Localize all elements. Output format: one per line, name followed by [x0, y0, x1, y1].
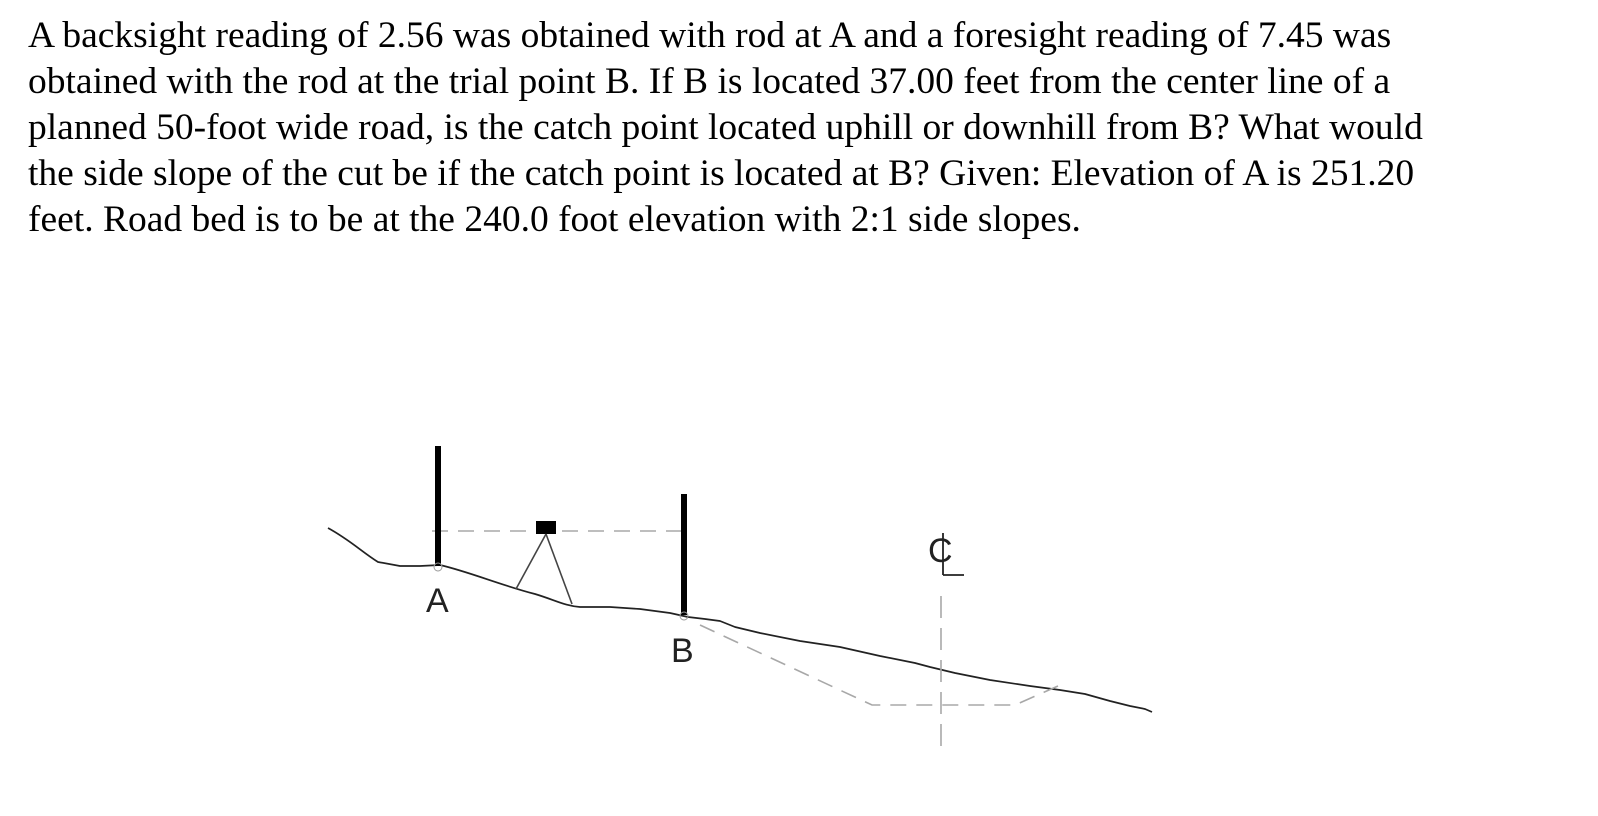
tripod-left-leg	[516, 534, 546, 589]
centerline-symbol-letter: C	[928, 532, 953, 570]
point-b-label: B	[671, 632, 694, 670]
problem-line-1: A backsight reading of 2.56 was obtained with rod at A and a foresight reading of 7.45 was	[28, 15, 1392, 56]
problem-line-4: the side slope of the cut be if the catch point is located at B? Given: Elevation of A is 251.20	[28, 153, 1415, 194]
problem-line-3: planned 50-foot wide road, is the catch point located uphill or downhill from B? What would	[28, 107, 1423, 148]
point-a-label: A	[426, 582, 449, 620]
tripod-right-leg	[546, 534, 572, 604]
problem-line-5: feet. Road bed is to be at the 240.0 foot elevation with 2:1 side slopes.	[28, 199, 1081, 240]
problem-line-2: obtained with the rod at the trial point B. If B is located 37.00 feet from the center line of a	[28, 61, 1391, 102]
level-instrument	[536, 521, 556, 534]
planned-cut-section	[700, 625, 1058, 705]
ground-profile	[328, 528, 1152, 712]
centerline-symbol	[928, 532, 964, 575]
